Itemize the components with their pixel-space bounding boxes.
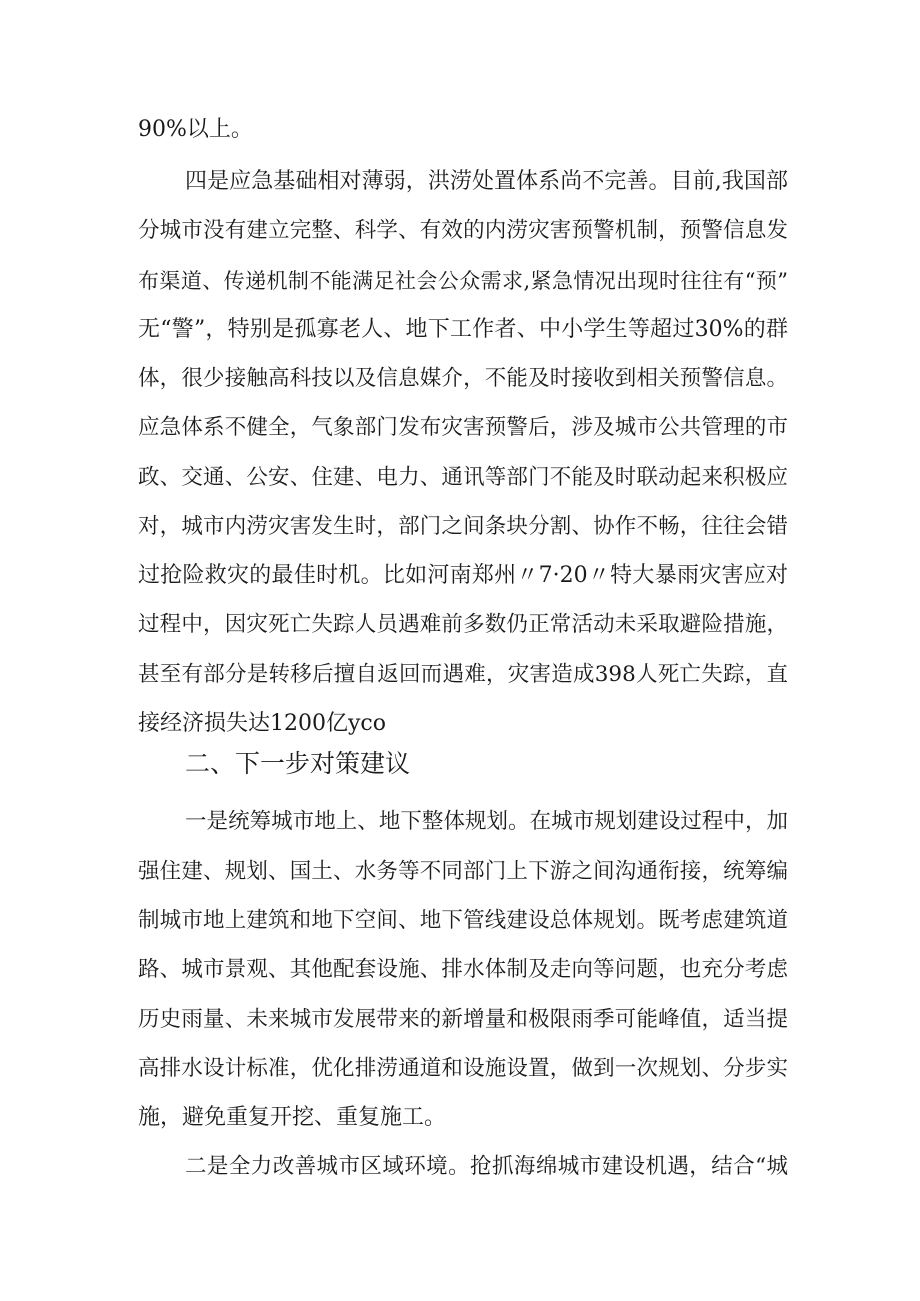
paragraph-four-line: 布渠道、传递机制不能满足社会公众需求,紧急情况出现时往往有“预” <box>138 269 788 293</box>
paragraph-four-line: 甚至有部分是转移后擅自返回而遇难，灾害造成398人死亡失踪，直 <box>138 662 788 687</box>
paragraph-one-line: 路、城市景观、其他配套设施、排水体制及走向等问题，也充分考虑 <box>138 957 788 982</box>
paragraph-four-line: 过抢险救灾的最佳时机。比如河南郑州〃7·20〃特大暴雨灾害应对 <box>138 563 788 588</box>
paragraph-four-line: 四是应急基础相对薄弱，洪涝处置体系尚不完善。目前,我国部 <box>185 169 788 194</box>
paragraph-four-line: 政、交通、公安、住建、电力、通讯等部门不能及时联动起来积极应 <box>138 465 788 490</box>
paragraph-four-line: 接经济损失达1200亿yco <box>138 711 386 736</box>
paragraph-four-line: 应急体系不健全，气象部门发布灾害预警后，涉及城市公共管理的市 <box>138 415 788 440</box>
paragraph-four-line: 过程中，因灾死亡失踪人员遇难前多数仍正常活动未采取避险措施， <box>138 612 788 637</box>
paragraph-four-line: 分城市没有建立完整、科学、有效的内涝灾害预警机制，预警信息发 <box>138 218 788 243</box>
paragraph-one-line: 历史雨量、未来城市发展带来的新增量和极限雨季可能峰值，适当提 <box>138 1007 788 1032</box>
paragraph-one-line: 施，避免重复开挖、重复施工。 <box>138 1105 447 1130</box>
paragraph-four-line: 对，城市内涝灾害发生时，部门之间条块分割、协作不畅，往往会错 <box>138 514 788 539</box>
paragraph-one-line: 强住建、规划、国土、水务等不同部门上下游之间沟通衔接，统筹编 <box>138 859 788 884</box>
paragraph-four-line: 无“警”，特别是孤寡老人、地下工作者、中小学生等超过30%的群 <box>138 317 788 342</box>
section-heading: 二、下一步对策建议 <box>185 749 411 778</box>
paragraph-one-line: 一是统筹城市地上、地下整体规划。在城市规划建设过程中，加 <box>185 809 788 834</box>
paragraph-four-line: 体，很少接触高科技以及信息媒介，不能及时接收到相关预警信息。 <box>138 366 788 391</box>
paragraph-one-line: 制城市地上建筑和地下空间、地下管线建设总体规划。既考虑建筑道 <box>138 908 788 933</box>
paragraph-two-line: 二是全力改善城市区域环境。抢抓海绵城市建设机遇，结合“城 <box>185 1154 788 1179</box>
paragraph-continuation-line: 90%以上。 <box>138 117 253 142</box>
paragraph-one-line: 高排水设计标准，优化排涝通道和设施设置，做到一次规划、分步实 <box>138 1056 788 1081</box>
